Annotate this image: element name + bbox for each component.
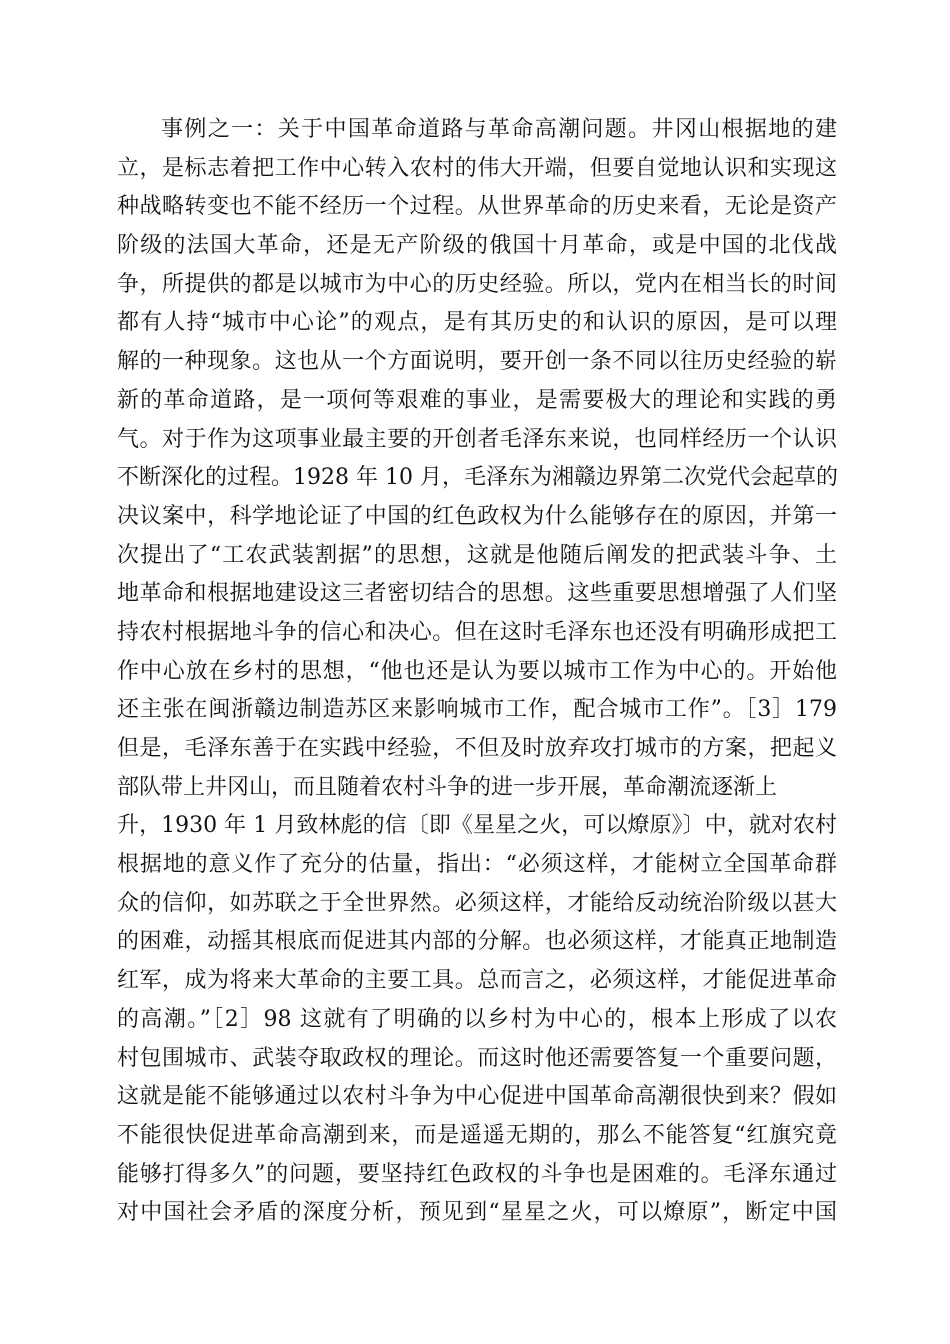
paragraph-line: 地革命和根据地建设这三者密切结合的思想。这些重要思想增强了人们坚 [117,581,837,607]
paragraph-line: 都有人持“城市中心论”的观点，是有其历史的和认识的原因，是可以理 [117,310,837,336]
paragraph-line: 事例之一：关于中国革命道路与革命高潮问题。井冈山根据地的建 [161,117,837,142]
paragraph-line: 升，1930 年 1 月致林彪的信〔即《星星之火，可以燎原》〕中，就对农村 [117,813,837,839]
paragraph-line: 种战略转变也不能不经历一个过程。从世界革命的历史来看，无论是资产 [117,194,837,220]
paragraph-line: 争，所提供的都是以城市为中心的历史经验。所以，党内在相当长的时间 [117,271,837,297]
body-paragraph [117,111,837,1233]
paragraph-line: 红军，成为将来大革命的主要工具。总而言之，必须这样，才能促进革命 [117,968,837,994]
paragraph-line: 还主张在闽浙赣边制造苏区来影响城市工作，配合城市工作”。［3］179 [117,697,837,723]
paragraph-line: 对中国社会矛盾的深度分析，预见到“星星之火，可以燎原”，断定中国 [117,1200,837,1226]
paragraph-line: 这就是能不能够通过以农村斗争为中心促进中国革命高潮很快到来？假如 [117,1084,837,1110]
paragraph-line: 根据地的意义作了充分的估量，指出：“必须这样，才能树立全国革命群 [117,852,837,878]
paragraph-line: 持农村根据地斗争的信心和决心。但在这时毛泽东也还没有明确形成把工 [117,619,837,645]
paragraph-line: 作中心放在乡村的思想，“他也还是认为要以城市工作为中心的。开始他 [117,658,837,684]
paragraph-line: 众的信仰，如苏联之于全世界然。必须这样，才能给反动统治阶级以甚大 [117,890,837,916]
paragraph-line: 的困难，动摇其根底而促进其内部的分解。也必须这样，才能真正地制造 [117,929,837,955]
paragraph-line: 气。对于作为这项事业最主要的开创者毛泽东来说，也同样经历一个认识 [117,426,837,452]
paragraph-line: 但是，毛泽东善于在实践中经验，不但及时放弃攻打城市的方案，把起义 [117,736,837,761]
paragraph-line: 次提出了“工农武装割据”的思想，这就是他随后阐发的把武装斗争、土 [117,542,837,568]
paragraph-line: 不断深化的过程。1928 年 10 月，毛泽东为湘赣边界第二次党代会起草的 [117,465,838,491]
paragraph-line: 能够打得多久”的问题，要坚持红色政权的斗争也是困难的。毛泽东通过 [117,1161,837,1187]
paragraph-line: 不能很快促进革命高潮到来，而是遥遥无期的，那么不能答复“红旗究竟 [117,1122,837,1148]
paragraph-line: 阶级的法国大革命，还是无产阶级的俄国十月革命，或是中国的北伐战 [117,233,837,259]
paragraph-line: 部队带上井冈山，而且随着农村斗争的进一步开展，革命潮流逐渐上 [117,774,778,800]
paragraph-line: 决议案中，科学地论证了中国的红色政权为什么能够存在的原因，并第一 [117,503,837,529]
paragraph-line: 村包围城市、武装夺取政权的理论。而这时他还需要答复一个重要问题， [117,1045,837,1071]
paragraph-line: 解的一种现象。这也从一个方面说明，要开创一条不同以往历史经验的崭 [117,349,837,375]
paragraph-line: 新的革命道路，是一项何等艰难的事业，是需要极大的理论和实践的勇 [117,387,837,413]
paragraph-line: 立，是标志着把工作中心转入农村的伟大开端，但要自觉地认识和实现这 [117,155,837,181]
paragraph-line: 的高潮。”［2］98 这就有了明确的以乡村为中心的，根本上形成了以农 [117,1006,837,1032]
